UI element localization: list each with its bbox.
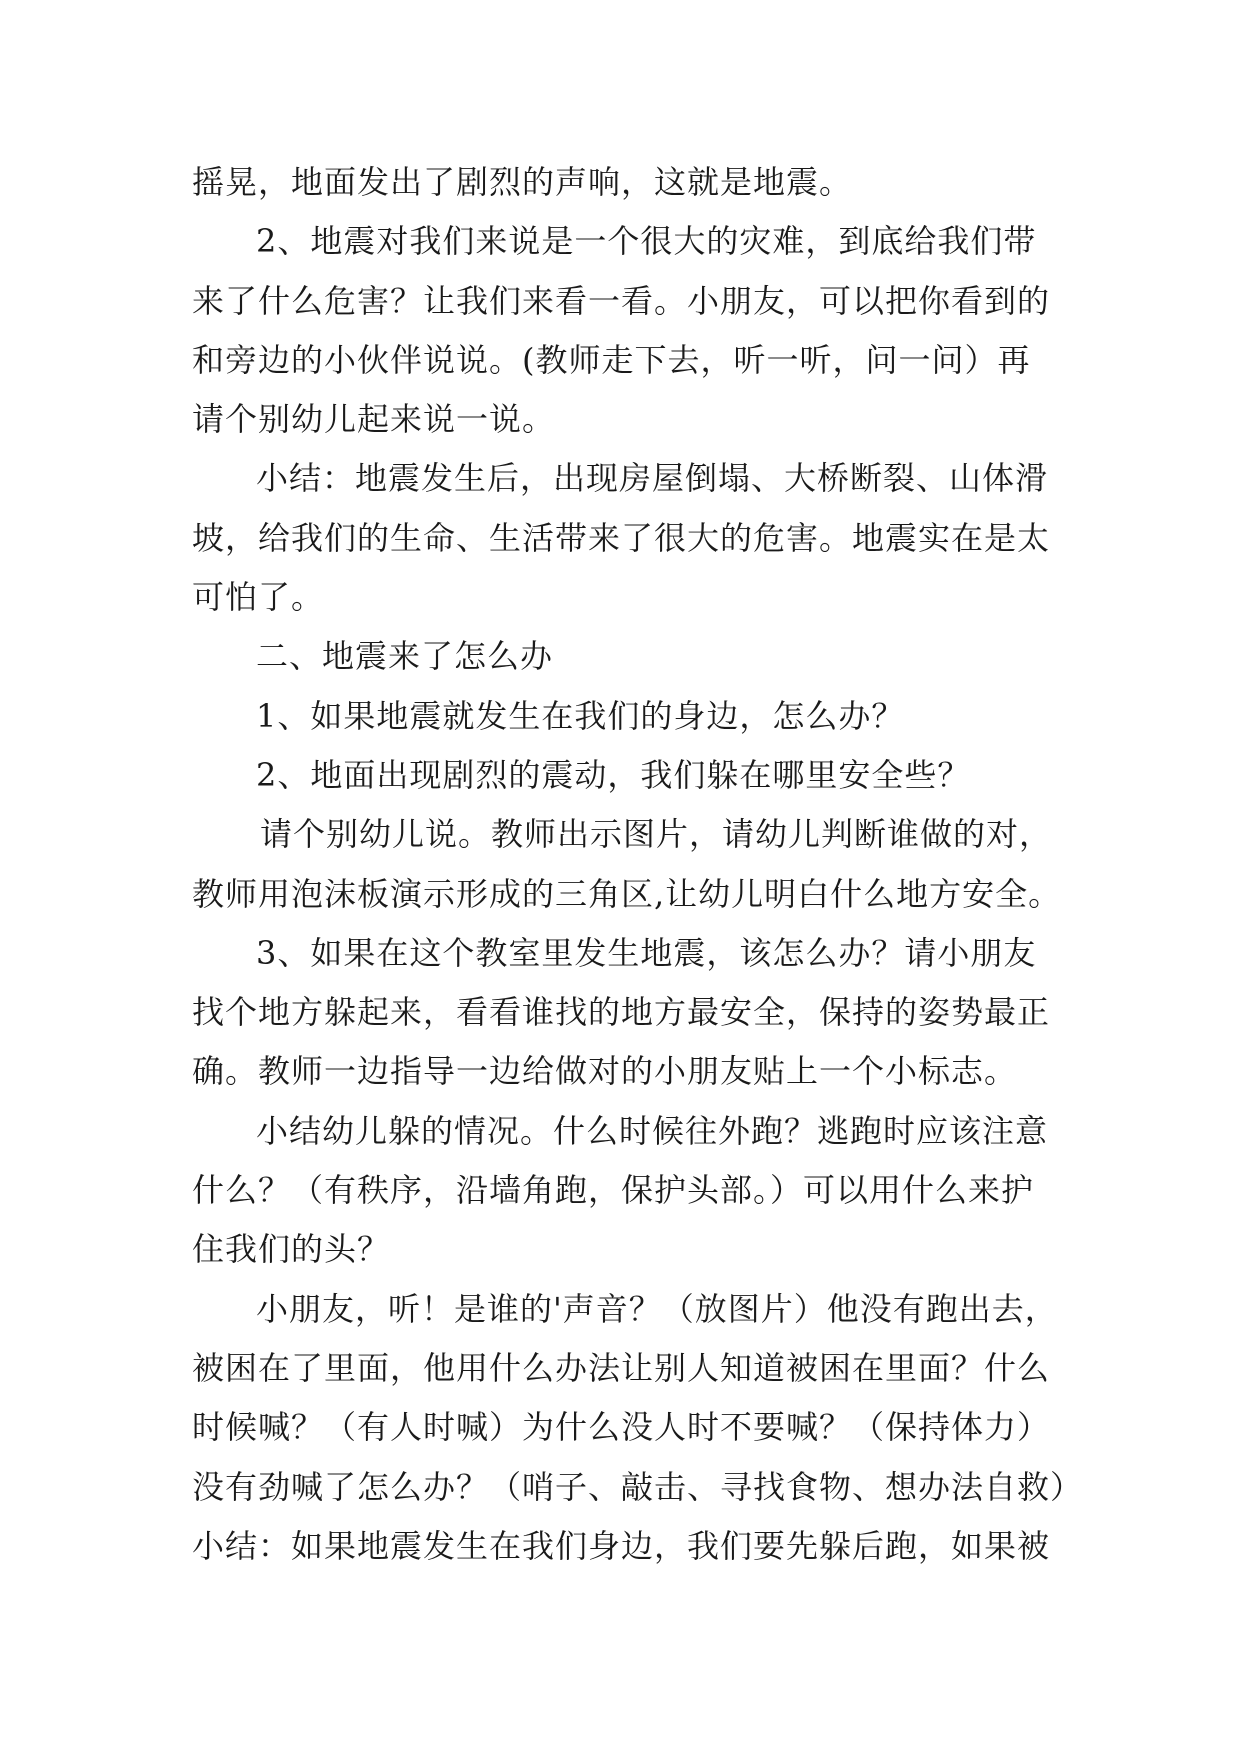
document-body — [192, 153, 1084, 1576]
text-line: 小结：地震发生后，出现房屋倒塌、大桥断裂、山体滑 — [256, 459, 1049, 498]
text-line: 住我们的头？ — [192, 1230, 391, 1269]
text-line: 没有劲喊了怎么办？（哨子、敲击、寻找食物、想办法自救） — [192, 1467, 1084, 1506]
text-line: 小朋友，听！是谁的'声音？（放图片）他没有跑出去， — [256, 1289, 1058, 1328]
text-line: 时候喊？（有人时喊）为什么没人时不要喊？（保持体力） — [192, 1408, 1051, 1447]
text-line: 什么？（有秩序，沿墙角跑，保护头部。）可以用什么来护 — [192, 1171, 1035, 1210]
text-line: 确。教师一边指导一边给做对的小朋友贴上一个小标志。 — [192, 1052, 1018, 1091]
text-line: 请个别幼儿说。教师出示图片，请幼儿判断谁做的对， — [260, 815, 1053, 854]
text-line: 来了什么危害？让我们来看一看。小朋友，可以把你看到的 — [192, 281, 1051, 320]
text-line: 2、地面出现剧烈的震动，我们躲在哪里安全些？ — [256, 755, 971, 794]
text-line: 教师用泡沫板演示形成的三角区,让幼儿明白什么地方安全。 — [192, 874, 1062, 913]
text-line: 小结幼儿躲的情况。什么时候往外跑？逃跑时应该注意 — [256, 1111, 1049, 1150]
text-line: 小结：如果地震发生在我们身边，我们要先躲后跑，如果被 — [192, 1526, 1051, 1565]
text-line: 请个别幼儿起来说一说。 — [192, 400, 556, 439]
text-line: 被困在了里面，他用什么办法让别人知道被困在里面？什么 — [192, 1348, 1051, 1387]
text-line: 3、如果在这个教室里发生地震，该怎么办？请小朋友 — [256, 933, 1037, 972]
text-line: 可怕了。 — [192, 578, 325, 617]
text-line: 摇晃，地面发出了剧烈的声响，这就是地震。 — [192, 163, 853, 201]
section-heading: 二、地震来了怎么办 — [256, 637, 554, 676]
text-line: 坡，给我们的生命、生活带来了很大的危害。地震实在是太 — [192, 518, 1051, 557]
text-line: 1、如果地震就发生在我们的身边，怎么办？ — [256, 696, 905, 735]
text-line: 2、地震对我们来说是一个很大的灾难，到底给我们带 — [256, 222, 1037, 261]
text-line: 和旁边的小伙伴说说。(教师走下去，听一听，问一问）再 — [192, 340, 1031, 379]
text-line: 找个地方躲起来，看看谁找的地方最安全，保持的姿势最正 — [192, 993, 1051, 1032]
